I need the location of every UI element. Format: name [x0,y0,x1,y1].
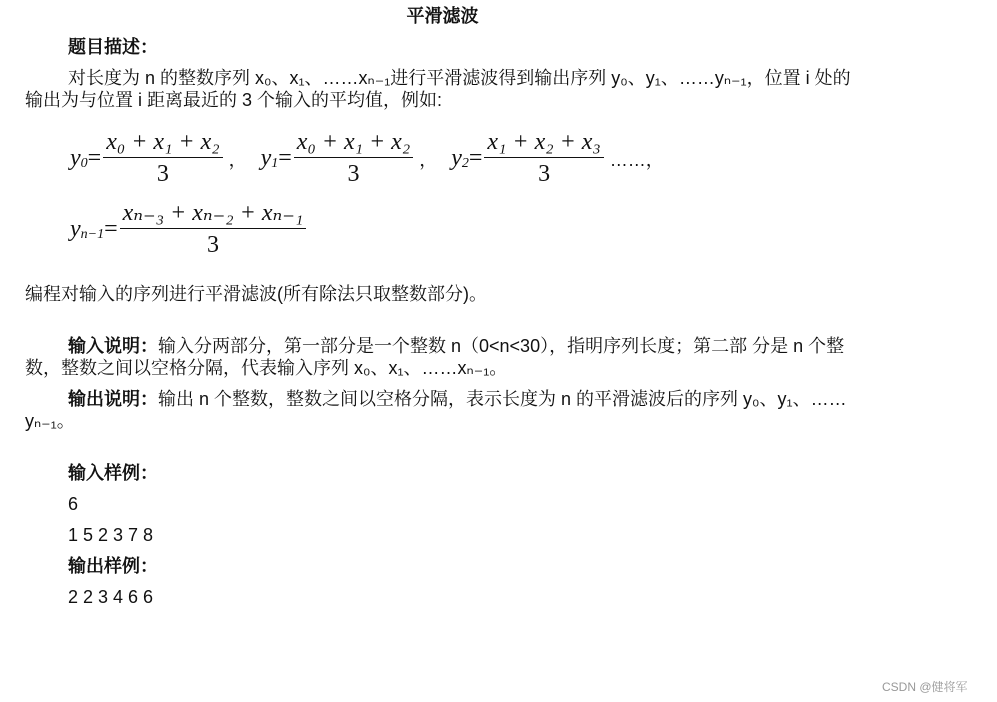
sample-input-line: 1 5 2 3 7 8 [68,525,154,545]
desc-paragraph [25,67,860,111]
page-title: 平滑滤波 [406,6,479,26]
output-desc-line-2: y₀、y₁、……yₙ₋₁。 [25,389,847,431]
sample-output-heading: 输出样例： [68,556,158,576]
input-heading: 输入说明： [68,336,158,356]
formula-y1: y 1 = $\frac{\text{x₀ + x₁ + x₂}}{3}$ ， [260,129,438,187]
input-desc [25,335,860,379]
input-desc-line-1: 输入分两部分，第一部分是一个整数 n（0<n<30），指明序列长度；第二部 [158,336,748,356]
watermark: CSDN @健将军 [882,680,968,694]
output-desc [25,388,860,432]
output-desc-line-1: 输出 n 个整数，整数之间以空格分隔，表示长度为 n 的平滑滤波后的序列 [158,389,739,409]
sample-input-heading: 输入样例： [68,463,158,483]
formula-row [25,127,860,261]
formula-yn-1: y n−1 = $\frac{\text{xₙ₋₃ + xₙ₋₂ + xₙ₋₁}}{3}$ [70,198,312,261]
sample-output-line: 2 2 3 4 6 6 [68,587,154,607]
sample-input-line: 6 [68,494,79,514]
output-heading: 输出说明： [68,389,158,409]
task-text: 编程对输入的序列进行平滑滤波(所有除法只取整数部分)。 [25,284,487,304]
formula-y2: y 2 = $\frac{\text{x₁ + x₂ + x₃}}{3}$ ……， [451,129,664,187]
desc-line-2: i 处的输出为与位置 i 距离最近的 3 个输入的平均值，例如: [25,68,851,110]
formula-y0: y 0 = $\frac{\text{x₀ + x₁ + x₂}}{3}$ ， [70,129,247,187]
input-desc-line-2: 分是 n 个整数，整数之间以空格分隔，代表输入序列 x₀、x₁、……xₙ₋₁。 [25,336,845,378]
desc-heading: 题目描述： [68,37,158,57]
desc-line-1: 对长度为 n 的整数序列 x₀、x₁、……xₙ₋₁进行平滑滤波得到输出序列 y₀、y₁、……yₙ₋₁，位置 [68,68,801,88]
